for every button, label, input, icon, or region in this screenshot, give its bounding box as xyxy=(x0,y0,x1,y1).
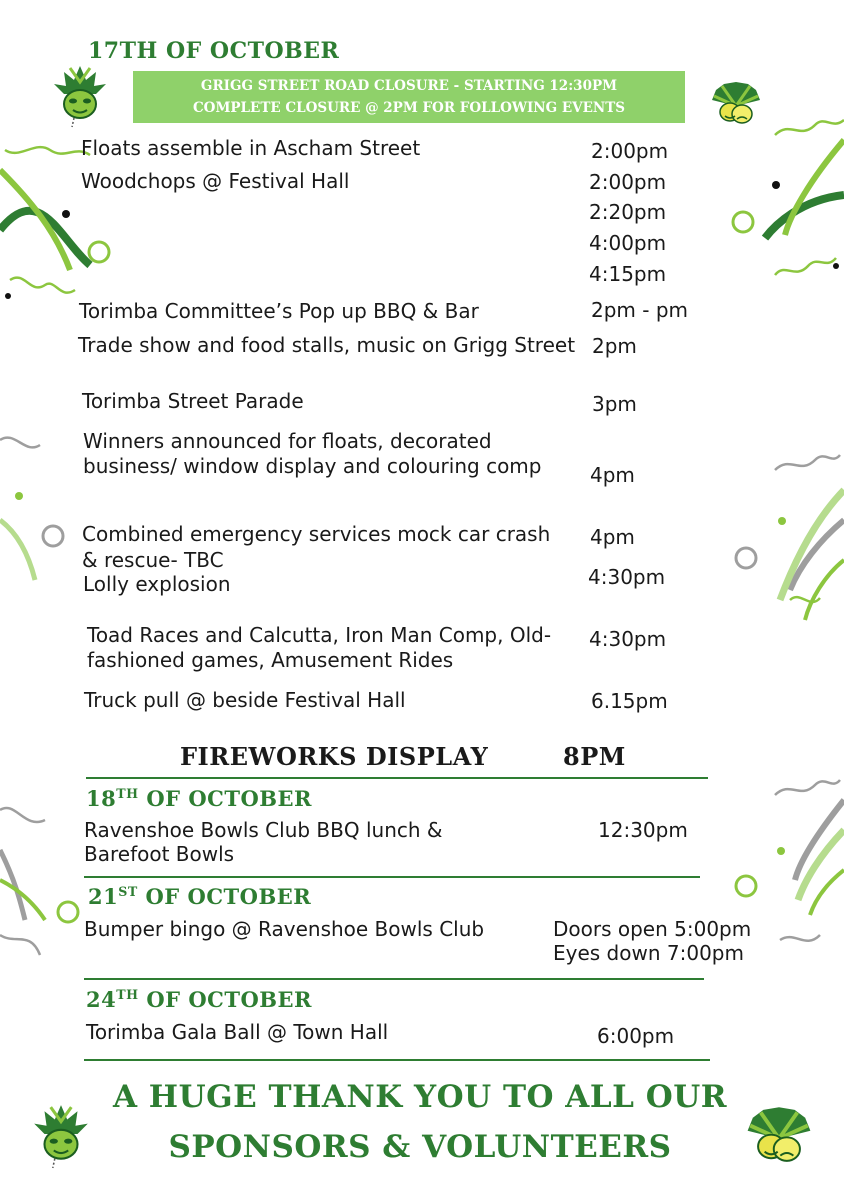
mardi-gras-mask-icon xyxy=(30,1103,92,1169)
section-heading-oct17: 17TH OF OCTOBER xyxy=(88,38,340,64)
banner-line-1: GRIGG STREET ROAD CLOSURE - STARTING 12:30PM xyxy=(200,78,618,94)
event-time: 4:15pm xyxy=(589,262,667,286)
event-time: Eyes down 7:00pm xyxy=(553,941,744,965)
theatre-masks-icon xyxy=(742,1102,816,1170)
section-heading-oct21: 21ST OF OCTOBER xyxy=(88,884,312,909)
event-time: 4:00pm xyxy=(589,231,667,255)
event-name: Lolly explosion xyxy=(83,572,231,596)
event-name: Winners announced for floats, decorated business/ window display and colouring comp xyxy=(83,429,542,478)
event-name: Combined emergency services mock car crash & rescue- TBC xyxy=(82,522,551,572)
event-time: 2pm xyxy=(592,334,637,358)
event-name: Truck pull @ beside Festival Hall xyxy=(84,688,406,712)
event-time: 4:30pm xyxy=(588,565,666,589)
event-name: Torimba Committee’s Pop up BBQ & Bar xyxy=(79,299,479,323)
section-divider xyxy=(84,1059,710,1061)
event-name: Torimba Street Parade xyxy=(82,389,304,413)
event-time: Doors open 5:00pm xyxy=(553,917,752,941)
section-heading-oct18: 18TH OF OCTOBER xyxy=(86,786,312,811)
event-time: 4pm xyxy=(590,463,635,487)
event-name: Ravenshoe Bowls Club BBQ lunch & Barefoot Bowls xyxy=(84,818,443,866)
event-name: Bumper bingo @ Ravenshoe Bowls Club xyxy=(84,917,485,941)
fireworks-time: 8PM xyxy=(563,742,626,771)
section-heading-oct24: 24TH OF OCTOBER xyxy=(86,987,312,1012)
road-closure-banner xyxy=(133,71,685,123)
event-name: Toad Races and Calcutta, Iron Man Comp, Old-fashioned games, Amusement Rides xyxy=(87,623,552,672)
event-time: 2pm - pm xyxy=(591,298,689,322)
theatre-masks-icon xyxy=(708,78,764,130)
event-time: 3pm xyxy=(592,392,637,416)
section-divider xyxy=(84,978,704,980)
fireworks-label: FIREWORKS DISPLAY xyxy=(180,742,489,771)
event-time: 2:00pm xyxy=(589,170,667,194)
event-time: 4pm xyxy=(590,525,635,549)
event-time: 2:20pm xyxy=(589,200,667,224)
mardi-gras-mask-icon xyxy=(52,64,108,128)
event-time: 12:30pm xyxy=(598,818,688,842)
event-name: Woodchops @ Festival Hall xyxy=(81,169,350,193)
event-name: Trade show and food stalls, music on Grigg Street xyxy=(78,333,576,357)
event-time: 2:00pm xyxy=(591,139,669,163)
thank-you-line-1: A HUGE THANK YOU TO ALL OUR xyxy=(112,1079,728,1115)
thank-you-message xyxy=(95,1072,745,1172)
event-time: 4:30pm xyxy=(589,627,667,651)
thank-you-line-2: SPONSORS & VOLUNTEERS xyxy=(168,1129,672,1165)
banner-line-2: COMPLETE CLOSURE @ 2PM FOR FOLLOWING EVENTS xyxy=(192,100,626,116)
section-divider xyxy=(84,876,700,878)
section-divider xyxy=(86,777,708,779)
event-name: Torimba Gala Ball @ Town Hall xyxy=(86,1020,389,1044)
event-time: 6:00pm xyxy=(597,1024,675,1048)
event-name: Floats assemble in Ascham Street xyxy=(81,136,421,160)
event-time: 6.15pm xyxy=(591,689,668,713)
